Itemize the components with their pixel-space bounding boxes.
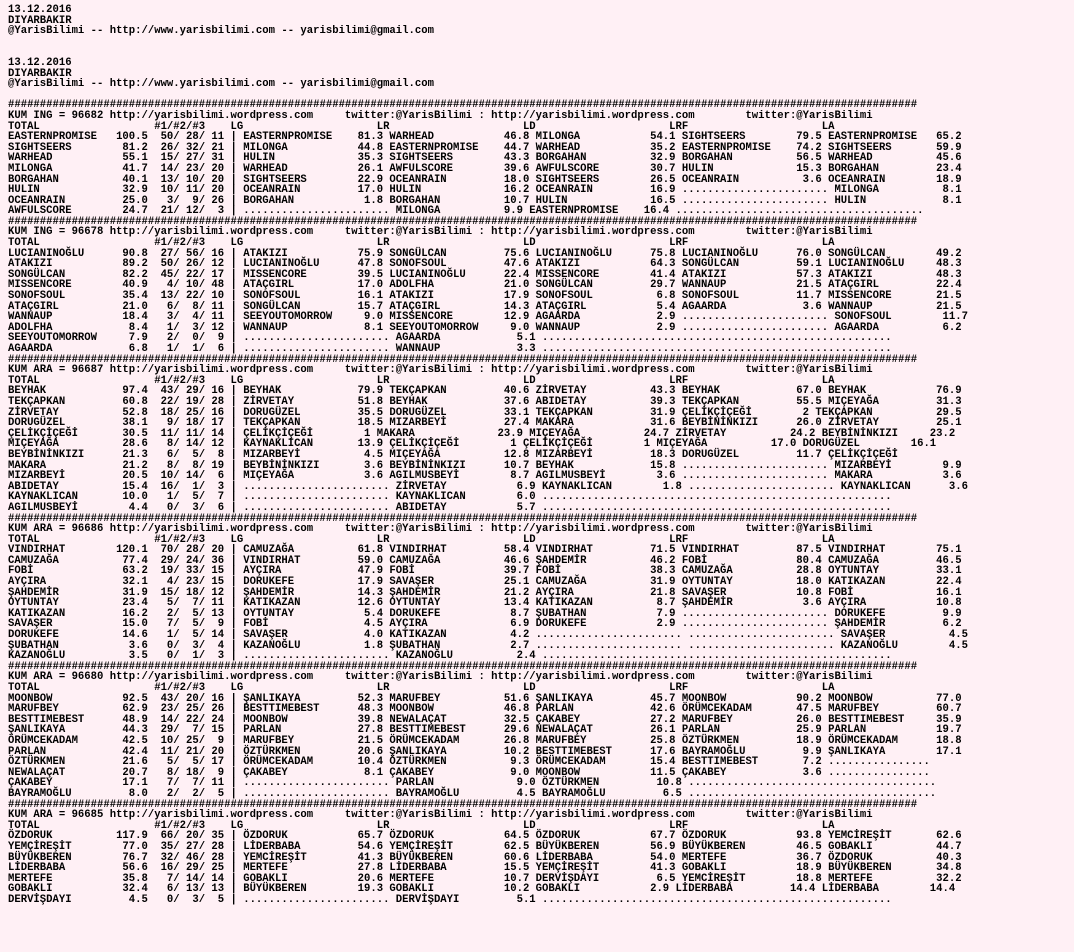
document-line: OCEANRAIN 25.0 3/ 9/ 26 | BORGAHAN 1.8 BORGAHAN 10.7 HULIN 16.5 ....................... HULIN 8.1: [8, 194, 962, 207]
document-line: ZİRVETAY 52.8 18/ 25/ 16 | DORUGÜZEL 35.5 DORUGÜZEL 33.1 TEKÇAPKAN 31.9 ÇELİKÇİÇEĞİ 2 TEKÇAPKAN 29.5: [8, 406, 962, 419]
document-line: MOONBOW 92.5 43/ 20/ 16 | ŞANLIKAYA 52.3 MARUFBEY 51.6 ŞANLIKAYA 45.7 MOONBOW 90.2 MOONBOW 77.0: [8, 692, 962, 705]
document-line: CAMUZAĞA 77.4 29/ 24/ 36 | VINDIRHAT 59.0 CAMUZAĞA 46.6 ŞAHDEMİR 46.2 FOBİ 80.4 CAMUZAĞA 46.5: [8, 554, 962, 567]
document-line: OYTUNTAY 23.4 5/ 7/ 11 | KATIKAZAN 12.6 OYTUNTAY 13.4 KATIKAZAN 8.7 ŞAHDEMİR 3.6 AYÇIRA 10.8: [8, 597, 962, 610]
document-line: NEWALAÇAT 20.7 8/ 18/ 9 | ÇAKABEY 8.1 ÇAKABEY 9.0 MOONBOW 11.5 ÇAKABEY 3.6 ................: [8, 766, 930, 779]
document-line: VINDIRHAT 120.1 70/ 28/ 20 | CAMUZAĞA 61.8 VINDIRHAT 58.4 VINDIRHAT 71.5 VINDIRHAT 87.5 VINDIRHAT 75.1: [8, 544, 962, 557]
document-line: TOTAL #1/#2/#3 LG LR LD LRF LA: [8, 374, 835, 387]
document-line: ###############################################################################################################################################: [8, 353, 918, 366]
document-line: MISSENCORE 40.9 4/ 10/ 48 | ATAÇGIRL 17.0 ADOLFHA 21.0 SONGÜLCAN 29.7 WANNAUP 21.5 ATAÇGIRL 22.4: [8, 279, 962, 292]
document-line: BEYBİNİNKIZI 21.3 6/ 5/ 8 | MIZARBEYİ 4.5 MIÇEYAĞA 12.8 MIZARBEYİ 18.3 DORUGÜZEL 11.7 ÇELİKÇİÇEĞİ: [8, 448, 899, 461]
document-line: KUM ING = 96678 http://yarisbilimi.wordpress.com twitter:@YarisBilimi : http://yarisbilimi.wordpress.com twitter:@YarisBilimi: [8, 226, 873, 239]
document-line: KUM ARA = 96685 http://yarisbilimi.wordpress.com twitter:@YarisBilimi : http://yarisbilimi.wordpress.com twitter:@YarisBilimi: [8, 809, 873, 822]
document-line: ###############################################################################################################################################: [8, 798, 918, 811]
document-line: LUCIANINOĞLU 90.8 27/ 56/ 16 | ATAKIZI 75.9 SONGÜLCAN 75.6 LUCIANINOĞLU 75.8 LUCIANINOĞLU 76.0 SONGÜLCAN 49.2: [8, 247, 962, 260]
document-line: SAVAŞER 15.0 7/ 5/ 9 | FOBİ 4.5 AYÇIRA 6.9 DORUKEFE 2.9 ....................... ŞAHDEMİR 6.2: [8, 618, 962, 631]
document-line: SONOFSOUL 35.4 13/ 22/ 10 | SONOFSOUL 16.1 ATAKIZI 17.9 SONOFSOUL 6.8 SONOFSOUL 11.7 MISSENCORE 21.5: [8, 290, 962, 303]
document-line: @YarisBilimi -- http://www.yarisbilimi.com -- yarisbilimi@gmail.com: [8, 25, 434, 38]
document-line: TOTAL #1/#2/#3 LG LR LD LRF LA: [8, 682, 835, 694]
document-line: KUM ING = 96682 http://yarisbilimi.wordpress.com twitter:@YarisBilimi : http://yarisbilimi.wordpress.com twitter:@YarisBilimi: [8, 109, 873, 122]
document-line: ###############################################################################################################################################: [8, 99, 918, 112]
race-results-document: [8, 5, 968, 905]
document-line: DIYARBAKIR: [8, 14, 72, 27]
document-line: TOTAL #1/#2/#3 LG LR LD LRF LA: [8, 533, 835, 546]
document-line: TOTAL #1/#2/#3 LG LR LD LRF LA: [8, 120, 835, 133]
document-line: SIGHTSEERS 81.2 26/ 32/ 21 | MILONGA 44.8 EASTERNPROMISE 44.7 WARHEAD 35.2 EASTERNPROMISE 74.2 SIGHTSEERS 59.9: [8, 141, 962, 154]
document-line: DORUGÜZEL 38.1 9/ 18/ 17 | TEKÇAPKAN 18.5 MIZARBEYİ 27.4 MAKARA 31.6 BEYBİNİNKIZI 26.0 ZİRVETAY 25.1: [8, 417, 962, 430]
document-line: AGAARDA 6.8 1/ 1/ 6 | ....................... WANNAUP 3.3 .......................................................: [8, 343, 892, 355]
document-line: YEMÇİREŞİT 77.0 35/ 27/ 28 | LİDERBABA 54.6 YEMÇİREŞİT 62.5 BÜYÜKBEREN 56.9 BÜYÜKBEREN 46.5 GOBAKLI 44.7: [8, 840, 962, 853]
document-line: ###############################################################################################################################################: [8, 215, 918, 228]
document-line: ÖZTÜRKMEN 21.6 5/ 5/ 17 | ÖRÜMCEKADAM 10.4 ÖZTÜRKMEN 9.3 ÖRÜMCEKADAM 15.4 BESTTIMEBEST 7.2 ................: [8, 756, 930, 769]
document-line: SEEYOUTOMORROW 7.9 2/ 0/ 9 | ....................... AGAARDA 5.1 .......................................................: [8, 332, 892, 345]
document-line: BEYHAK 97.4 43/ 29/ 16 | BEYHAK 79.9 TEKÇAPKAN 40.6 ZİRVETAY 43.3 BEYHAK 67.0 BEYHAK 76.9: [8, 385, 962, 398]
document-line: MARUFBEY 62.9 23/ 25/ 26 | BESTTIMEBEST 48.3 MOONBOW 46.8 PARLAN 42.6 ÖRÜMCEKADAM 47.5 MARUFBEY 60.7: [8, 703, 962, 716]
document-line: ATAKIZI 89.2 50/ 26/ 12 | LUCIANINOĞLU 47.8 SONOFSOUL 47.6 ATAKIZI 64.3 SONGÜLCAN 59.1 LUCIANINOĞLU 48.3: [8, 258, 962, 271]
document-line: WANNAUP 18.4 3/ 4/ 11 | SEEYOUTOMORROW 9.0 MISSENCORE 12.9 AGAARDA 2.9 ....................... SONOFSOUL 11.7: [8, 311, 968, 324]
document-line: TOTAL #1/#2/#3 LG LR LD LRF LA: [8, 819, 835, 832]
document-line: [8, 47, 968, 58]
document-line: HULIN 32.9 10/ 11/ 20 | OCEANRAIN 17.0 HULIN 16.2 OCEANRAIN 16.9 ....................... MILONGA 8.1: [8, 184, 962, 197]
document-line: MILONGA 41.7 14/ 23/ 20 | WARHEAD 26.1 AWFULSCORE 39.6 AWFULSCORE 30.7 HULIN 15.3 BORGAHAN 23.4: [8, 162, 962, 175]
document-line: EASTERNPROMISE 100.5 50/ 28/ 11 | EASTERNPROMISE 81.3 WARHEAD 46.8 MILONGA 54.1 SIGHTSEERS 79.5 EASTERNPROMISE 65.2: [8, 131, 962, 144]
document-line: KUM ARA = 96687 http://yarisbilimi.wordpress.com twitter:@YarisBilimi : http://yarisbilimi.wordpress.com twitter:@YarisBilimi: [8, 364, 873, 377]
document-line: ÇELİKÇİÇEĞİ 30.5 11/ 11/ 14 | ÇELİKÇİÇEĞİ 1 MAKARA 23.9 MIÇEYAĞA 24.7 ZİRVETAY 24.2 BEYBİNİNKIZI 23.2: [8, 427, 956, 440]
document-line: ADOLFHA 8.4 1/ 3/ 12 | WANNAUP 8.1 SEEYOUTOMORROW 9.0 WANNAUP 2.9 ....................... AGAARDA 6.2: [8, 321, 962, 334]
document-line: KATIKAZAN 16.2 2/ 5/ 13 | OYTUNTAY 5.4 DORUKEFE 8.7 ŞUBATHAN 7.9 ....................... DORUKEFE 9.9: [8, 607, 962, 620]
document-line: DORUKEFE 14.6 1/ 5/ 14 | SAVAŞER 4.0 KATIKAZAN 4.2 ....................... ....................... SAVAŞER 4.5: [8, 629, 968, 642]
document-line: GOBAKLI 32.4 6/ 13/ 13 | BÜYÜKBEREN 19.3 GOBAKLI 10.2 GOBAKLI 2.9 LİDERBABA 14.4 LİDERBABA 14.4: [8, 883, 956, 896]
document-line: MAKARA 21.2 8/ 8/ 19 | BEYBİNİNKIZI 3.6 BEYBİNİNKIZI 10.7 BEYHAK 15.8 ....................... MIZARBEYİ 9.9: [8, 459, 962, 472]
document-line: WARHEAD 55.1 15/ 27/ 31 | HULIN 35.3 SIGHTSEERS 43.3 BORGAHAN 32.9 BORGAHAN 56.5 WARHEAD 45.6: [8, 152, 962, 165]
document-line: DIYARBAKIR: [8, 67, 72, 80]
document-line: ATAÇGIRL 21.0 6/ 8/ 11 | SONGÜLCAN 15.7 ATAÇGIRL 14.3 ATAÇGIRL 5.4 AGAARDA 3.6 WANNAUP 21.5: [8, 300, 962, 313]
document-line: 13.12.2016: [8, 4, 72, 16]
document-line: ABIDETAY 15.4 16/ 1/ 3 | ....................... ZİRVETAY 6.9 KAYNAKLICAN 1.8 ....................... KAYNAKLICAN 3.6: [8, 480, 968, 493]
document-line: ÖRÜMCEKADAM 42.5 10/ 25/ 9 | MARUFBEY 21.5 ÖRÜMCEKADAM 26.8 MARUFBEY 25.8 ÖZTÜRKMEN 18.9 ÖRÜMCEKADAM 18.8: [8, 734, 962, 747]
document-line: SONGÜLCAN 82.2 45/ 22/ 17 | MISSENCORE 39.5 LUCIANINOĞLU 22.4 MISSENCORE 41.4 ATAKIZI 57.3 ATAKIZI 48.3: [8, 268, 962, 281]
document-line: ŞUBATHAN 3.6 0/ 3/ 4 | KAZANOĞLU 1.8 ŞUBATHAN 2.7 ....................... ....................... KAZANOĞLU 4.5: [8, 639, 968, 652]
document-line: AYÇIRA 32.1 4/ 23/ 15 | DORUKEFE 17.9 SAVAŞER 25.1 CAMUZAĞA 31.9 OYTUNTAY 18.0 KATIKAZAN 22.4: [8, 576, 962, 589]
document-line: PARLAN 42.4 11/ 21/ 20 | ÖZTÜRKMEN 20.6 ŞANLIKAYA 10.2 BESTTIMEBEST 17.6 BAYRAMOĞLU 9.9 ŞANLIKAYA 17.1: [8, 745, 962, 758]
document-line: KUM ARA = 96686 http://yarisbilimi.wordpress.com twitter:@YarisBilimi : http://yarisbilimi.wordpress.com twitter:@YarisBilimi: [8, 523, 873, 536]
document-line: ŞAHDEMİR 31.9 15/ 18/ 12 | ŞAHDEMİR 14.3 ŞAHDEMİR 21.2 AYÇIRA 21.8 SAVAŞER 10.8 FOBİ 16.1: [8, 586, 962, 599]
document-line: AGILMUSBEYİ 4.4 0/ 3/ 6 | ....................... ABIDETAY 5.7 .......................................................: [8, 501, 892, 514]
document-line: ###############################################################################################################################################: [8, 512, 918, 525]
document-line: BESTTIMEBEST 48.9 14/ 22/ 24 | MOONBOW 39.8 NEWALAÇAT 32.5 ÇAKABEY 27.2 MARUFBEY 26.0 BESTTIMEBEST 35.9: [8, 713, 962, 726]
document-line: BORGAHAN 40.1 13/ 10/ 20 | SIGHTSEERS 22.9 OCEANRAIN 18.0 SIGHTSEERS 26.5 OCEANRAIN 3.6 OCEANRAIN 18.9: [8, 173, 962, 186]
document-line: KAYNAKLICAN 10.0 1/ 5/ 7 | ....................... KAYNAKLICAN 6.0 .......................................................: [8, 491, 892, 504]
document-line: ###############################################################################################################################################: [8, 660, 918, 673]
document-line: TEKÇAPKAN 60.8 22/ 19/ 28 | ZİRVETAY 51.8 BEYHAK 37.6 ABIDETAY 39.3 TEKÇAPKAN 55.5 MIÇEYAĞA 31.3: [8, 395, 962, 408]
document-line: 13.12.2016: [8, 56, 72, 69]
document-line: AWFULSCORE 24.7 21/ 12/ 3 | ....................... MILONGA 9.9 EASTERNPROMISE 16.4 .......................................: [8, 205, 924, 218]
document-line: KUM ARA = 96680 http://yarisbilimi.wordpress.com twitter:@YarisBilimi : http://yarisbilimi.wordpress.com twitter:@YarisBilimi: [8, 671, 873, 684]
document-line: LİDERBABA 56.6 16/ 29/ 25 | MERTEFE 27.8 LİDERBABA 15.5 YEMÇİREŞİT 41.3 GOBAKLI 18.9 BÜYÜKBEREN 34.8: [8, 862, 962, 875]
document-line: FOBİ 63.2 19/ 33/ 15 | AYÇIRA 47.9 FOBİ 39.7 FOBİ 38.3 CAMUZAĞA 28.8 OYTUNTAY 33.1: [8, 565, 962, 578]
document-line: ŞANLIKAYA 44.3 29/ 7/ 15 | PARLAN 27.8 BESTTIMEBEST 29.6 NEWALAÇAT 26.1 PARLAN 25.9 PARLAN 19.7: [8, 724, 962, 737]
document-line: BÜYÜKBEREN 76.7 32/ 46/ 28 | YEMCİREŞİT 41.3 BÜYÜKBEREN 60.6 LİDERBABA 54.0 MERTEFE 36.7 ÖZDORUK 40.3: [8, 851, 962, 864]
document-line: MERTEFE 35.8 7/ 14/ 14 | GOBAKLI 20.6 MERTEFE 10.7 DERVİŞDAYI 6.5 YEMCİREŞİT 18.8 MERTEFE 32.2: [8, 872, 962, 885]
document-line: [8, 37, 968, 48]
document-line: ÖZDORUK 117.9 66/ 20/ 35 | ÖZDORUK 65.7 ÖZDORUK 64.5 ÖZDORUK 67.7 ÖZDORUK 93.8 YEMCİREŞİT 62.6: [8, 830, 962, 843]
document-line: TOTAL #1/#2/#3 LG LR LD LRF LA: [8, 237, 835, 250]
document-line: ÇAKABEY 17.1 7/ 7/ 11 | ....................... PARLAN 9.0 ÖZTÜRKMEN 10.8 .......................................: [8, 777, 937, 790]
document-line: DERVİŞDAYI 4.5 0/ 3/ 5 | ....................... DERVİŞDAYI 5.1 .......................................................: [8, 893, 892, 906]
document-line: MIZARBEYİ 20.5 10/ 14/ 6 | MIÇEYAĞA 3.6 AGILMUSBEYİ 8.7 AGILMUSBEYİ 3.6 ....................... MAKARA 3.6: [8, 470, 962, 483]
document-line: KAZANOĞLU 3.5 0/ 1/ 3 | ....................... KAZANOĞLU 2.4 .......................................................: [8, 650, 892, 663]
document-line: @YarisBilimi -- http://www.yarisbilimi.com -- yarisbilimi@gmail.com: [8, 78, 434, 91]
document-line: BAYRAMOĞLU 8.0 2/ 2/ 5 | ....................... BAYRAMOĞLU 4.5 BAYRAMOĞLU 6.5 .......................................: [8, 787, 937, 800]
document-line: MIÇEYAĞA 28.6 8/ 14/ 12 | KAYNAKLICAN 13.9 ÇELİKÇİÇEĞİ 1 ÇELİKÇİÇEĞİ 1 MIÇEYAĞA 17.0 DORUGÜZEL 16.1: [8, 438, 937, 451]
